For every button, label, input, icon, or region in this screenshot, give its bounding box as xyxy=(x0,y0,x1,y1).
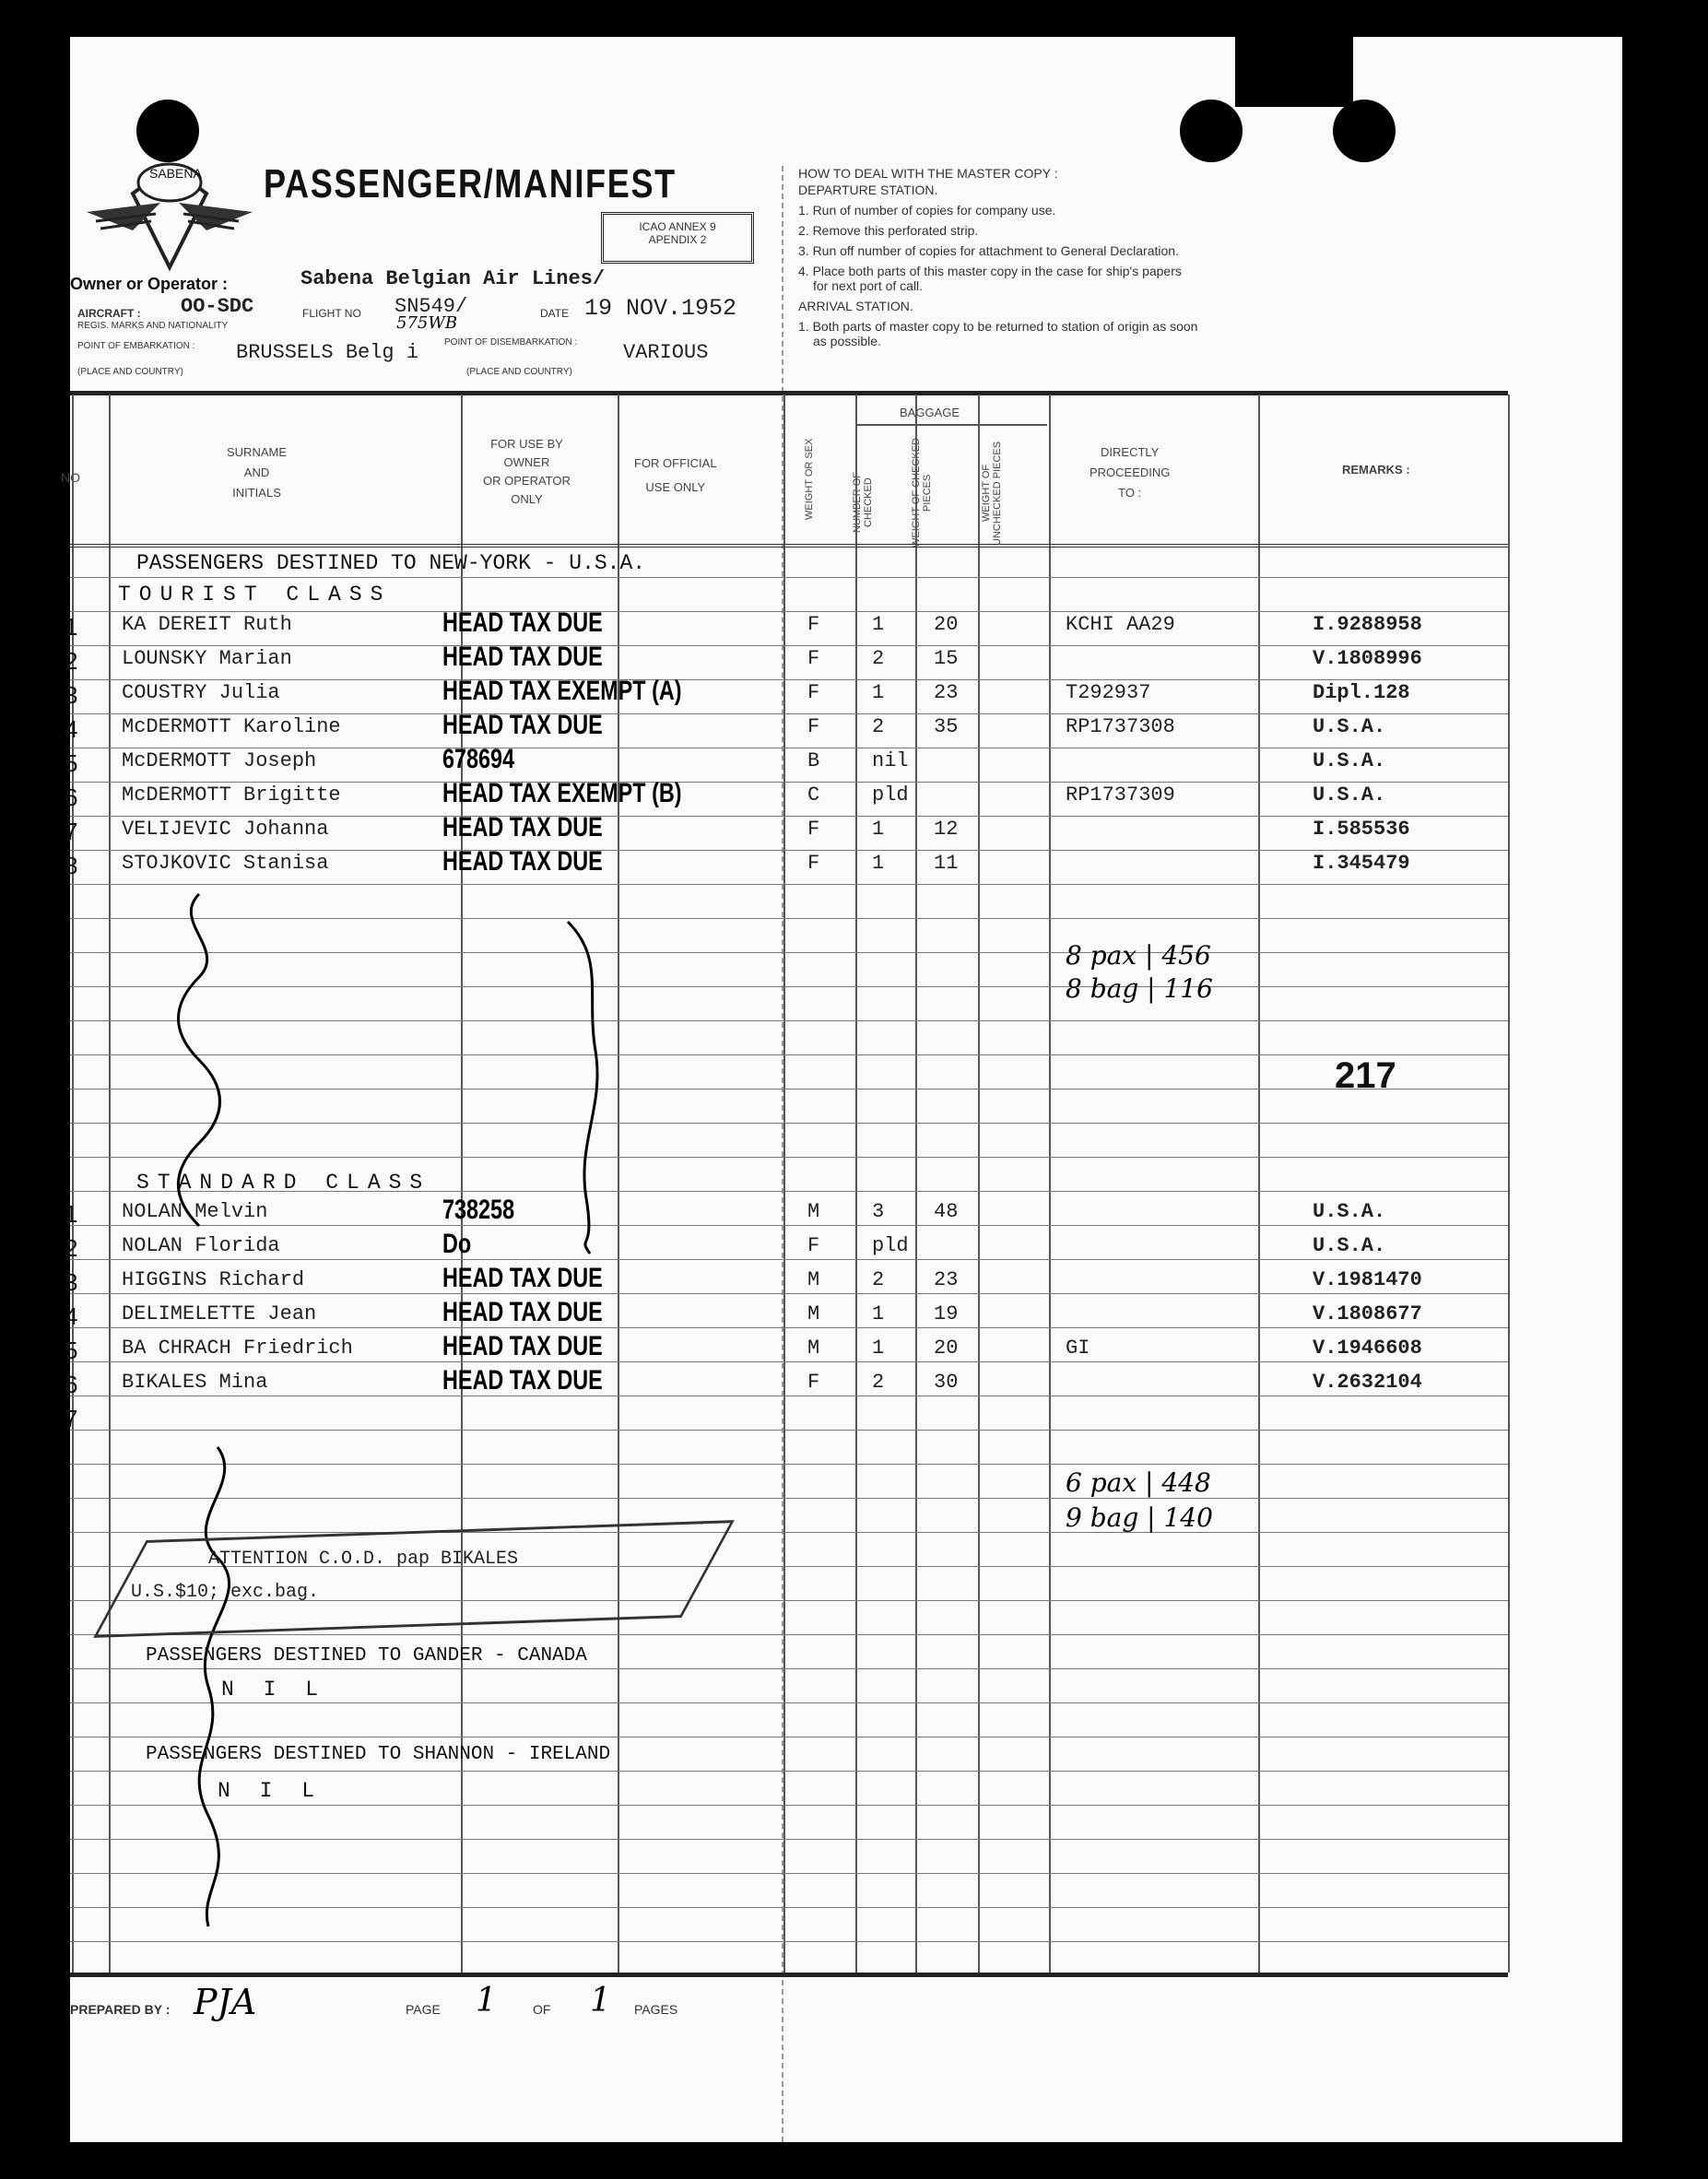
shannon-nil: N I L xyxy=(218,1779,324,1803)
owner-label: Owner or Operator : xyxy=(70,275,229,293)
weight-sex: M xyxy=(807,1337,820,1360)
baggage-pieces: 2 xyxy=(872,1371,885,1394)
page-value: 1 xyxy=(476,1982,497,2020)
remarks-value: V.1808677 xyxy=(1313,1302,1422,1325)
header-no: NO xyxy=(61,470,80,485)
disembarkation-label: POINT OF DISEMBARKATION : xyxy=(444,337,578,347)
destination: KCHI AA29 xyxy=(1066,613,1175,636)
passenger-name: BIKALES Mina xyxy=(122,1371,268,1394)
owner-note: Do xyxy=(442,1229,472,1259)
prepared-value: PJA xyxy=(194,1982,257,2022)
row-number: 7 xyxy=(65,1405,78,1432)
weight-sex: F xyxy=(807,681,820,704)
passenger-name: DELIMELETTE Jean xyxy=(122,1302,317,1325)
section-standard: STANDARD CLASS xyxy=(136,1171,431,1195)
date-label: DATE xyxy=(540,307,570,320)
weight-sex: F xyxy=(807,613,820,636)
owner-note: HEAD TAX DUE xyxy=(442,607,603,638)
baggage-pieces: 2 xyxy=(872,715,885,738)
header-directly-line: DIRECTLY xyxy=(1101,445,1160,459)
baggage-pieces: 2 xyxy=(872,647,885,670)
owner-note: HEAD TAX EXEMPT (B) xyxy=(442,778,682,808)
row-number: 2 xyxy=(65,647,78,675)
row-number: 1 xyxy=(65,613,78,641)
passenger-name: NOLAN Melvin xyxy=(122,1200,268,1223)
remarks-value: V.1946608 xyxy=(1313,1337,1422,1360)
grid-row-rule xyxy=(70,1634,1508,1635)
owner-note: HEAD TAX DUE xyxy=(442,812,603,842)
header-surname-line: SURNAME xyxy=(227,445,288,459)
passenger-name: LOUNSKY Marian xyxy=(122,647,292,670)
instruction-line: 4. Place both parts of this master copy in the case for ship's papers xyxy=(798,264,1182,278)
passenger-name: COUSTRY Julia xyxy=(122,681,280,704)
owner-note: HEAD TAX EXEMPT (A) xyxy=(442,676,682,706)
row-number: 2 xyxy=(65,1234,78,1262)
passenger-row xyxy=(65,1229,1508,1268)
baggage-pieces: 3 xyxy=(872,1200,885,1223)
weight-sex: M xyxy=(807,1268,820,1291)
owner-note: HEAD TAX DUE xyxy=(442,846,603,877)
header-owner-line: ONLY xyxy=(511,492,543,506)
grid-row-rule xyxy=(70,1054,1508,1055)
section-shannon: PASSENGERS DESTINED TO SHANNON - IRELAND xyxy=(146,1744,611,1765)
weight-sex: F xyxy=(807,818,820,841)
grid-row-rule xyxy=(70,952,1508,953)
instruction-line: for next port of call. xyxy=(813,278,924,293)
header-baggage: BAGGAGE xyxy=(900,406,960,419)
baggage-pieces: pld xyxy=(872,1234,909,1257)
grid-column-rule xyxy=(1508,395,1510,1973)
embarkation-caption: (PLACE AND COUNTRY) xyxy=(77,367,183,377)
grid-row-rule xyxy=(70,1668,1508,1669)
grid-row-rule xyxy=(70,1805,1508,1806)
section-gander: PASSENGERS DESTINED TO GANDER - CANADA xyxy=(146,1645,587,1667)
owner-note: HEAD TAX DUE xyxy=(442,1297,603,1327)
grid-row-rule xyxy=(70,611,1508,612)
logo-text: SABENA xyxy=(149,166,202,181)
weight-sex: C xyxy=(807,783,820,807)
baggage-pieces: 2 xyxy=(872,1268,885,1291)
header-surname-line: AND xyxy=(243,465,270,479)
baggage-rule xyxy=(855,424,1047,426)
instruction-line: 3. Run off number of copies for attachment to General Declaration. xyxy=(798,243,1179,258)
tourist-total-pax: 8 pax | 456 xyxy=(1066,940,1211,971)
tourist-total-bag: 8 bag | 116 xyxy=(1066,973,1213,1004)
disembarkation-value: VARIOUS xyxy=(623,341,709,364)
row-number: 6 xyxy=(65,783,78,811)
owner-note: 738258 xyxy=(442,1195,515,1225)
attention-line-1: ATTENTION C.O.D. pap BIKALES xyxy=(208,1549,519,1570)
remarks-value: U.S.A. xyxy=(1313,1234,1386,1257)
registration-caption: REGIS. MARKS AND NATIONALITY xyxy=(77,321,229,331)
grid-row-rule xyxy=(70,1873,1508,1874)
passenger-name: McDERMOTT Joseph xyxy=(122,749,317,772)
remarks-value: V.1808996 xyxy=(1313,647,1422,670)
baggage-pieces: nil xyxy=(872,749,909,772)
remarks-value: U.S.A. xyxy=(1313,749,1386,772)
owner-note: 678694 xyxy=(442,744,515,774)
passenger-row xyxy=(65,710,1508,749)
grid-row-rule xyxy=(70,1020,1508,1021)
passenger-row xyxy=(65,812,1508,852)
header-bottom-rule xyxy=(70,544,1508,548)
passenger-row xyxy=(65,1405,1508,1439)
passenger-row xyxy=(65,778,1508,818)
header-surname-line: INITIALS xyxy=(232,486,281,500)
instruction-line: 1. Both parts of master copy to be returned to station of origin as soon xyxy=(798,319,1198,334)
baggage-weight: 12 xyxy=(934,818,959,841)
tourist-total-remark: 217 xyxy=(1335,1055,1396,1096)
section-new-york: PASSENGERS DESTINED TO NEW-YORK - U.S.A. xyxy=(136,551,646,575)
owner-note: HEAD TAX DUE xyxy=(442,1263,603,1293)
row-number: 8 xyxy=(65,852,78,879)
grid-row-rule xyxy=(70,986,1508,987)
grid-row-rule xyxy=(70,1907,1508,1908)
passenger-row xyxy=(65,1365,1508,1405)
attention-line-2: U.S.$10; exc.bag. xyxy=(131,1582,320,1603)
weight-sex: F xyxy=(807,1234,820,1257)
grid-row-rule xyxy=(70,1839,1508,1840)
baggage-weight: 11 xyxy=(934,852,959,875)
footer-rule xyxy=(70,1973,1508,1977)
embarkation-value: BRUSSELS Belg i xyxy=(236,341,419,364)
baggage-weight: 35 xyxy=(934,715,959,738)
flight-sub: 575WB xyxy=(396,313,458,333)
owner-value: Sabena Belgian Air Lines/ xyxy=(300,267,606,290)
remarks-value: I.9288958 xyxy=(1313,613,1422,636)
prepared-label: PREPARED BY : xyxy=(70,2002,171,2017)
row-number: 5 xyxy=(65,749,78,777)
remarks-value: U.S.A. xyxy=(1313,1200,1386,1223)
remarks-value: U.S.A. xyxy=(1313,783,1386,807)
weight-sex: F xyxy=(807,647,820,670)
passenger-row xyxy=(65,744,1508,783)
weight-sex: F xyxy=(807,1371,820,1394)
aircraft-label: AIRCRAFT : xyxy=(77,307,141,320)
instruction-line: 1. Run of number of copies for company use. xyxy=(798,203,1056,218)
remarks-value: U.S.A. xyxy=(1313,715,1386,738)
baggage-pieces: 1 xyxy=(872,1337,885,1360)
passenger-row xyxy=(65,846,1508,886)
pages-label: PAGES xyxy=(634,2002,678,2017)
flight-label: FLIGHT NO xyxy=(302,307,361,320)
baggage-weight: 23 xyxy=(934,1268,959,1291)
baggage-pieces: 1 xyxy=(872,1302,885,1325)
weight-sex: F xyxy=(807,715,820,738)
grid-row-rule xyxy=(70,1464,1508,1465)
page-label: PAGE xyxy=(406,2002,441,2017)
grid-row-rule xyxy=(70,1123,1508,1124)
owner-note: HEAD TAX DUE xyxy=(442,1365,603,1396)
header-weight-unchecked: WEIGHT OF UNCHECKED PIECES xyxy=(981,441,1003,546)
of-label: OF xyxy=(533,2002,551,2017)
grid-row-rule xyxy=(70,1498,1508,1499)
baggage-weight: 15 xyxy=(934,647,959,670)
baggage-weight: 20 xyxy=(934,613,959,636)
grid-row-rule xyxy=(70,918,1508,919)
remarks-value: I.585536 xyxy=(1313,818,1410,841)
baggage-pieces: 1 xyxy=(872,852,885,875)
passenger-row xyxy=(65,1195,1508,1234)
header-number-checked: NUMBER OF CHECKED xyxy=(852,472,874,533)
header-owner-line: OR OPERATOR xyxy=(483,474,571,488)
baggage-weight: 20 xyxy=(934,1337,959,1360)
section-tourist: TOURIST CLASS xyxy=(118,583,392,607)
icao-annex: ICAO ANNEX 9 xyxy=(639,220,716,233)
manifest-page xyxy=(61,37,1622,2142)
passenger-name: HIGGINS Richard xyxy=(122,1268,305,1291)
passenger-row xyxy=(65,1263,1508,1302)
baggage-weight: 23 xyxy=(934,681,959,704)
passenger-row xyxy=(65,676,1508,715)
standard-total-pax: 6 pax | 448 xyxy=(1066,1467,1211,1498)
row-number: 5 xyxy=(65,1337,78,1364)
grid-row-rule xyxy=(70,1702,1508,1703)
header-official-line: FOR OFFICIAL xyxy=(634,456,717,470)
instruction-line: HOW TO DEAL WITH THE MASTER COPY : xyxy=(798,166,1058,181)
instruction-line: 2. Remove this perforated strip. xyxy=(798,223,979,238)
baggage-pieces: 1 xyxy=(872,613,885,636)
remarks-value: Dipl.128 xyxy=(1313,681,1410,704)
destination: RP1737309 xyxy=(1066,783,1175,807)
grid-row-rule xyxy=(70,1532,1508,1533)
weight-sex: F xyxy=(807,852,820,875)
passenger-row xyxy=(65,1331,1508,1371)
passenger-name: NOLAN Florida xyxy=(122,1234,280,1257)
header-remarks: REMARKS : xyxy=(1342,463,1410,477)
standard-total-bag: 9 bag | 140 xyxy=(1066,1502,1213,1533)
baggage-pieces: 1 xyxy=(872,681,885,704)
row-number: 6 xyxy=(65,1371,78,1398)
grid-row-rule xyxy=(70,1157,1508,1158)
passenger-row xyxy=(65,1297,1508,1337)
grid-row-rule xyxy=(70,577,1508,578)
header-weight-checked: WEIGHT OF CHECKED PIECES xyxy=(911,438,933,548)
weight-sex: M xyxy=(807,1302,820,1325)
header-owner-line: OWNER xyxy=(503,455,550,469)
instruction-line: DEPARTURE STATION. xyxy=(798,183,938,197)
row-number: 4 xyxy=(65,715,78,743)
instruction-line: as possible. xyxy=(813,334,881,348)
passenger-name: BA CHRACH Friedrich xyxy=(122,1337,353,1360)
row-number: 7 xyxy=(65,818,78,845)
instruction-line: ARRIVAL STATION. xyxy=(798,299,913,313)
passenger-name: STOJKOVIC Stanisa xyxy=(122,852,329,875)
row-number: 3 xyxy=(65,1268,78,1296)
owner-note: HEAD TAX DUE xyxy=(442,1331,603,1361)
passenger-name: VELIJEVIC Johanna xyxy=(122,818,329,841)
remarks-value: I.345479 xyxy=(1313,852,1410,875)
destination: GI xyxy=(1066,1337,1090,1360)
weight-sex: B xyxy=(807,749,820,772)
header-directly-line: PROCEEDING xyxy=(1090,465,1171,479)
passenger-row xyxy=(65,607,1508,647)
baggage-weight: 19 xyxy=(934,1302,959,1325)
passenger-name: McDERMOTT Brigitte xyxy=(122,783,341,807)
baggage-weight: 48 xyxy=(934,1200,959,1223)
icao-appendix: APENDIX 2 xyxy=(648,233,707,246)
passenger-name: KA DEREIT Ruth xyxy=(122,613,292,636)
remarks-value: V.1981470 xyxy=(1313,1268,1422,1291)
baggage-pieces: pld xyxy=(872,783,909,807)
grid-row-rule xyxy=(70,1941,1508,1942)
header-official-line: USE ONLY xyxy=(645,480,706,494)
gander-nil: N I L xyxy=(221,1678,327,1702)
embarkation-label: POINT OF EMBARKATION : xyxy=(77,341,195,351)
header-owner-line: FOR USE BY xyxy=(490,437,563,451)
aircraft-value: OO-SDC xyxy=(181,295,254,318)
manifest-title: PASSENGER/MANIFEST xyxy=(264,161,677,206)
weight-sex: M xyxy=(807,1200,820,1223)
row-number: 1 xyxy=(65,1200,78,1228)
header-weight-sex: WEIGHT OR SEX xyxy=(804,438,815,521)
passenger-row xyxy=(65,642,1508,681)
date-value: 19 NOV.1952 xyxy=(584,295,737,322)
of-value: 1 xyxy=(590,1982,611,2020)
owner-note: HEAD TAX DUE xyxy=(442,642,603,672)
passenger-name: McDERMOTT Karoline xyxy=(122,715,341,738)
disembarkation-caption: (PLACE AND COUNTRY) xyxy=(466,367,572,377)
flight-value: SN549/ xyxy=(395,295,468,318)
remarks-value: V.2632104 xyxy=(1313,1371,1422,1394)
destination: T292937 xyxy=(1066,681,1151,704)
destination: RP1737308 xyxy=(1066,715,1175,738)
header-directly-line: TO : xyxy=(1118,486,1142,500)
row-number: 3 xyxy=(65,681,78,709)
owner-note: HEAD TAX DUE xyxy=(442,710,603,740)
baggage-weight: 30 xyxy=(934,1371,959,1394)
grid-row-rule xyxy=(70,1771,1508,1772)
row-number: 4 xyxy=(65,1302,78,1330)
grid-row-rule xyxy=(70,1089,1508,1090)
baggage-pieces: 1 xyxy=(872,818,885,841)
